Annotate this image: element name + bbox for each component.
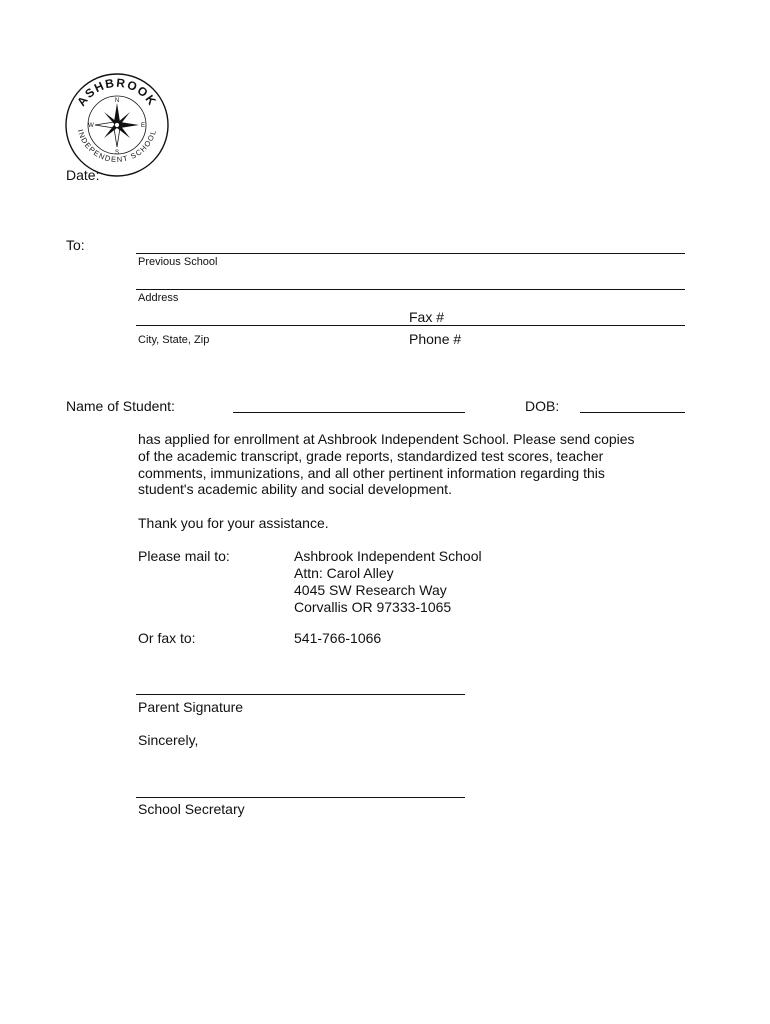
paragraph-line: of the academic transcript, grade reports, standardized test scores, teacher xyxy=(138,447,604,464)
secretary-signature-label: School Secretary xyxy=(138,801,245,817)
parent-signature-label: Parent Signature xyxy=(138,699,244,715)
previous-school-line[interactable] xyxy=(136,253,685,254)
address-line-text: 4045 SW Research Way xyxy=(294,582,447,598)
svg-text:N: N xyxy=(114,98,120,104)
student-name-line[interactable] xyxy=(233,412,465,413)
city-state-zip-label: City, State, Zip xyxy=(138,334,210,346)
paragraph-line: student's academic ability and social development. xyxy=(138,481,452,498)
fax-label: Fax # xyxy=(409,309,445,325)
phone-label: Phone # xyxy=(409,331,462,347)
city-state-zip-line[interactable] xyxy=(136,325,685,326)
secretary-signature-line[interactable] xyxy=(136,797,465,798)
compass-rose-icon xyxy=(95,103,139,147)
thank-you-text: Thank you for your assistance. xyxy=(138,515,329,531)
request-paragraph xyxy=(138,431,638,498)
fax-number: 541-766-1066 xyxy=(294,630,382,646)
svg-text:W: W xyxy=(88,123,94,129)
mail-to-label: Please mail to: xyxy=(138,548,230,564)
closing-text: Sincerely, xyxy=(138,732,199,748)
svg-text:ASHBROOK: ASHBROOK xyxy=(74,75,160,109)
mailing-address xyxy=(294,548,482,616)
svg-text:S: S xyxy=(114,150,120,156)
parent-signature-line[interactable] xyxy=(136,694,465,695)
previous-school-label: Previous School xyxy=(138,256,218,268)
paragraph-line: has applied for enrollment at Ashbrook Independent School. Please send copies xyxy=(138,431,635,447)
dob-label: DOB: xyxy=(525,398,560,414)
address-line-text: Attn: Carol Alley xyxy=(294,565,394,581)
ashbrook-school-seal xyxy=(64,72,170,178)
address-line-text: Corvallis OR 97333-1065 xyxy=(294,599,452,615)
address-label: Address xyxy=(138,292,179,304)
student-name-label: Name of Student: xyxy=(66,398,175,414)
address-line-text: Ashbrook Independent School xyxy=(294,548,482,564)
address-line[interactable] xyxy=(136,289,685,290)
svg-text:E: E xyxy=(140,123,146,129)
fax-to-label: Or fax to: xyxy=(138,630,196,646)
date-label: Date: xyxy=(66,167,100,183)
svg-text:INDEPENDENT SCHOOL: INDEPENDENT SCHOOL xyxy=(75,128,159,165)
to-label: To: xyxy=(66,237,85,253)
paragraph-line: comments, immunizations, and all other pertinent information regarding this xyxy=(138,464,605,481)
dob-line[interactable] xyxy=(580,412,685,413)
